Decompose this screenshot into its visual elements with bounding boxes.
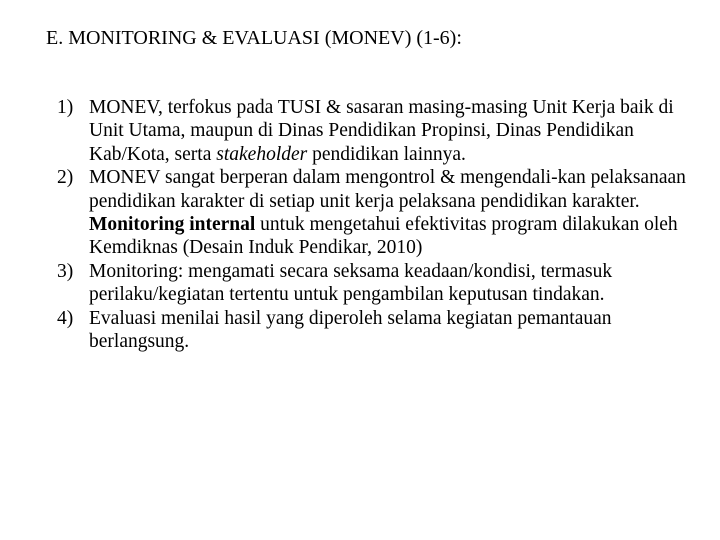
text-segment: MONEV sangat berperan dalam mengontrol & mengendali-kan pelaksanaan pendidikan karakter di setiap unit kerja pelaksana pendidikan karakter. [89, 167, 686, 212]
text-segment: untuk mengetahui efektivitas program dilakukan oleh Kemdiknas (Desain Induk Pendikar, 2010) [89, 214, 678, 259]
item-text [89, 97, 674, 165]
text-segment: pendidikan lainnya. [307, 143, 466, 165]
text-segment: Monitoring: mengamati secara seksama keadaan/kondisi, termasuk perilaku/kegiatan tertentu untuk pengambilan keputusan tindakan. [89, 260, 613, 306]
item-number: 4) [57, 307, 74, 329]
list-item-2 [57, 166, 697, 260]
list-item-4 [57, 307, 697, 354]
item-text [89, 261, 612, 305]
text-segment: Evaluasi menilai hasil yang diperoleh selama kegiatan pemantauan berlangsung. [89, 307, 612, 353]
text-segment: MONEV, terfokus pada TUSI & sasaran masing-masing Unit Kerja baik di Unit Utama, maupun di Dinas Pendidikan Propinsi, Dinas Pendidikan Kab/Kota, serta [89, 97, 674, 165]
bold-term: Monitoring internal [89, 214, 256, 236]
list-item-3 [57, 260, 697, 307]
item-text [89, 167, 686, 258]
item-number: 3) [57, 260, 74, 282]
monev-list [57, 96, 697, 353]
italic-term: stakeholder [216, 143, 308, 165]
item-number: 2) [57, 167, 74, 189]
list-item-1 [57, 96, 697, 166]
section-heading: E. MONITORING & EVALUASI (MONEV) (1-6): [46, 27, 462, 49]
item-number: 1) [57, 97, 74, 118]
item-text [89, 308, 612, 352]
